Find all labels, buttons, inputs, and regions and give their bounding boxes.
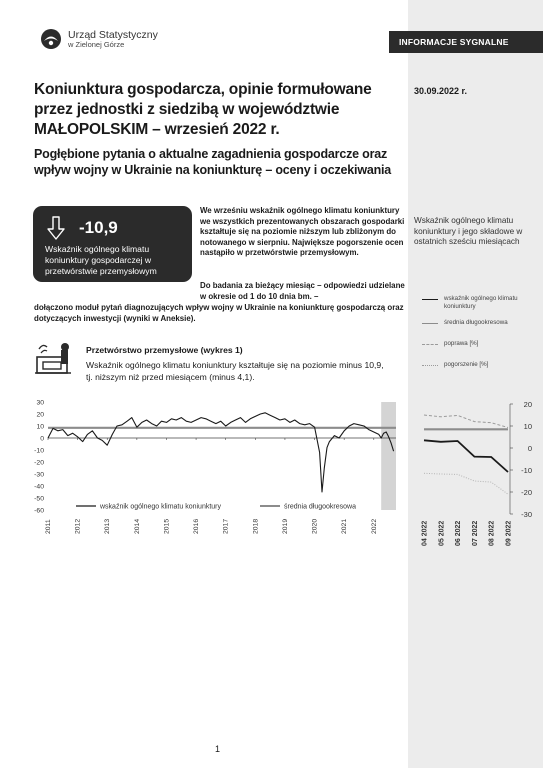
x-tick-label: 05 2022 (438, 520, 446, 546)
series-indicator-line (424, 440, 508, 472)
lead-paragraph-2b: dołączono moduł pytań diagnozujących wpływ wojny w Ukrainie na koniunkturę gospodarczą oraz dotyczących inwestycji (wyniki w Aneksie). (34, 303, 404, 323)
legend-label-indicator: wskaźnik ogólnego klimatu koniunktury (100, 503, 222, 511)
legend-label: poprawa [%] (444, 340, 479, 347)
sidebar-chart-description: Wskaźnik ogólnego klimatu koniunktury i jego składowe w ostatnich sześciu miesiącach (414, 216, 523, 247)
y-tick-label: 30 (36, 399, 44, 407)
factory-icon (33, 341, 73, 375)
series-worsen-line (424, 473, 508, 494)
legend-label: średnia długookresowa (444, 319, 508, 326)
page-subtitle: Pogłębione pytania o aktualne zagadnienia gospodarcze oraz wpływ wojny w Ukrainie na koniunkturę – oceny i oczekiwania (34, 147, 392, 178)
x-tick-label: 06 2022 (455, 520, 463, 546)
x-tick-label: 2013 (104, 518, 112, 534)
lead-paragraph-2a: Do badania za bieżący miesiąc – odpowiedzi udzielane w okresie od 1 do 10 dnia bm. – (200, 281, 405, 301)
y-tick-label: -50 (34, 495, 44, 503)
page-title: Koniunktura gospodarcza, opinie formułowane przez jednostki z siedzibą w województwie MAŁOPOLSKIM – wrzesień 2022 r. (34, 81, 372, 139)
y-tick-label: 20 (523, 399, 532, 409)
logo-name-line2: w Zielonej Górze (68, 39, 125, 49)
y-tick-label: -10 (34, 447, 44, 455)
y-tick-label: 10 (36, 423, 44, 431)
kpi-value: -10,9 (79, 218, 118, 237)
side-chart (404, 396, 543, 556)
series-indicator-line (48, 413, 394, 492)
y-tick-label: 0 (527, 443, 532, 453)
x-tick-label: 2011 (45, 519, 52, 534)
y-tick-label: -30 (521, 509, 532, 519)
x-tick-label: 2019 (281, 518, 289, 534)
y-tick-label: -20 (521, 487, 532, 497)
series-improve-line (424, 415, 508, 428)
x-tick-label: 08 2022 (488, 520, 496, 546)
logo-mark-icon (40, 28, 62, 50)
chart-highlight-band (381, 402, 396, 510)
right-sidebar (408, 0, 543, 768)
section-text: Wskaźnik ogólnego klimatu koniunktury kształtuje się na poziomie minus 10,9, tj. niższym niż przed miesiącem (minus 4,1). (86, 360, 384, 382)
y-tick-label: -30 (34, 471, 44, 479)
x-tick-label: 09 2022 (505, 520, 513, 546)
institution-logo (40, 28, 158, 50)
x-tick-label: 2018 (252, 518, 260, 534)
x-tick-label: 2022 (370, 518, 378, 534)
x-tick-label: 2017 (222, 518, 230, 534)
arrow-down-icon (47, 216, 65, 240)
y-tick-label: -40 (34, 483, 44, 491)
legend-label: wskaźnik ogólnego klimatu koniunktury (444, 295, 518, 310)
y-tick-label: 20 (36, 411, 44, 419)
legend-label: pogorszenie [%] (444, 361, 489, 368)
lead-paragraph: We wrześniu wskaźnik ogólnego klimatu koniunktury we wszystkich prezentowanych obszarach gospodarki kształtuje się na poziomie niższym lub zbliżonym do notowanego w sierpniu. Największe pogorszenie ocen nastąpiło w przetwórstwie przemysłowym. (200, 206, 405, 257)
kpi-label: Wskaźnik ogólnego klimatu koniunktury gospodarczej w przetwórstwie przemysłowym (45, 244, 157, 277)
x-tick-label: 2014 (133, 518, 141, 534)
kpi-card (33, 206, 192, 282)
x-tick-label: 2020 (311, 518, 319, 534)
y-tick-label: 0 (40, 435, 44, 443)
legend-label-average: średnia długookresowa (284, 503, 356, 511)
x-tick-label: 2015 (163, 518, 171, 534)
x-tick-label: 07 2022 (471, 520, 479, 546)
publication-type-banner: INFORMACJE SYGNALNE (389, 31, 543, 53)
main-chart (28, 396, 404, 556)
y-tick-label: -10 (521, 465, 532, 475)
x-tick-label: 04 2022 (421, 520, 429, 546)
y-tick-label: -60 (34, 507, 44, 515)
publication-date: 30.09.2022 r. (414, 86, 468, 96)
x-tick-label: 2016 (193, 518, 201, 534)
section-title: Przetwórstwo przemysłowe (wykres 1) (86, 345, 243, 355)
x-tick-label: 2012 (74, 518, 82, 534)
page-number: 1 (215, 744, 221, 754)
x-tick-label: 2021 (341, 518, 349, 534)
y-tick-label: 10 (523, 421, 532, 431)
logo-name-line1: Urząd Statystyczny (68, 28, 158, 41)
y-tick-label: -20 (34, 459, 44, 467)
